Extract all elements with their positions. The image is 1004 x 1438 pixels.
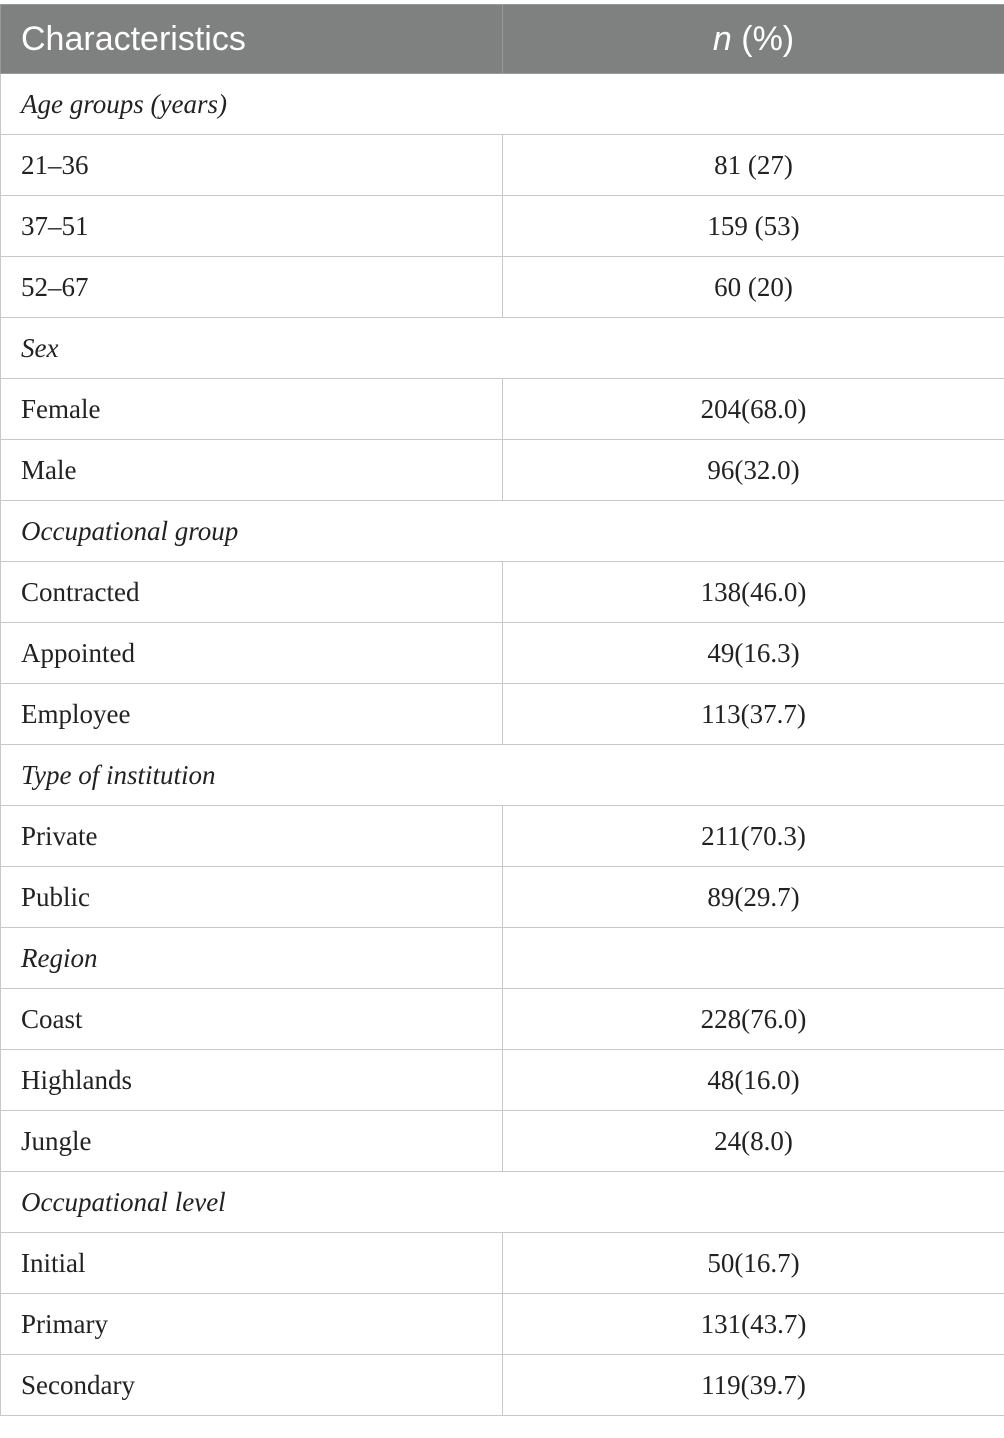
table-header-row — [1, 5, 1004, 74]
group-row — [1, 74, 1004, 135]
table-row — [1, 684, 1004, 745]
row-value: 89(29.7) — [503, 867, 1004, 928]
row-value: 211(70.3) — [503, 806, 1004, 867]
row-value: 159 (53) — [503, 196, 1004, 257]
row-label: Female — [1, 379, 503, 440]
table-row — [1, 562, 1004, 623]
table-row — [1, 806, 1004, 867]
group-row — [1, 501, 1004, 562]
table-row — [1, 1111, 1004, 1172]
row-label: Highlands — [1, 1050, 503, 1111]
row-value: 96(32.0) — [503, 440, 1004, 501]
row-value: 119(39.7) — [503, 1355, 1004, 1416]
table-row — [1, 867, 1004, 928]
group-title: Sex — [1, 318, 503, 379]
row-value: 60 (20) — [503, 257, 1004, 318]
table-row — [1, 1050, 1004, 1111]
row-label: Contracted — [1, 562, 503, 623]
row-value: 49(16.3) — [503, 623, 1004, 684]
table-row — [1, 257, 1004, 318]
row-label: Appointed — [1, 623, 503, 684]
characteristics-table — [0, 4, 1004, 1416]
row-value: 138(46.0) — [503, 562, 1004, 623]
row-label: Initial — [1, 1233, 503, 1294]
table-row — [1, 135, 1004, 196]
table-row — [1, 379, 1004, 440]
group-empty-cell — [503, 928, 1004, 989]
group-empty-cell — [503, 74, 1004, 135]
group-empty-cell — [503, 501, 1004, 562]
group-title: Age groups (years) — [1, 74, 503, 135]
table-row — [1, 1294, 1004, 1355]
table-row — [1, 196, 1004, 257]
table-row — [1, 1233, 1004, 1294]
row-value: 24(8.0) — [503, 1111, 1004, 1172]
row-value: 131(43.7) — [503, 1294, 1004, 1355]
row-label: Public — [1, 867, 503, 928]
group-title: Type of institution — [1, 745, 503, 806]
row-label: 52–67 — [1, 257, 503, 318]
table-row — [1, 1355, 1004, 1416]
row-label: Primary — [1, 1294, 503, 1355]
header-percent: (%) — [731, 19, 795, 58]
row-label: 21–36 — [1, 135, 503, 196]
header-n-percent — [503, 5, 1004, 74]
table-row — [1, 440, 1004, 501]
group-row — [1, 1172, 1004, 1233]
table-row — [1, 623, 1004, 684]
row-label: Secondary — [1, 1355, 503, 1416]
group-empty-cell — [503, 318, 1004, 379]
row-label: Employee — [1, 684, 503, 745]
group-title: Region — [1, 928, 503, 989]
group-row — [1, 318, 1004, 379]
row-label: Jungle — [1, 1111, 503, 1172]
row-value: 204(68.0) — [503, 379, 1004, 440]
group-row — [1, 928, 1004, 989]
row-label: Coast — [1, 989, 503, 1050]
group-row — [1, 745, 1004, 806]
row-value: 81 (27) — [503, 135, 1004, 196]
group-empty-cell — [503, 745, 1004, 806]
row-label: Male — [1, 440, 503, 501]
table-body — [1, 74, 1004, 1416]
group-title: Occupational level — [1, 1172, 503, 1233]
row-value: 228(76.0) — [503, 989, 1004, 1050]
row-label: 37–51 — [1, 196, 503, 257]
row-value: 48(16.0) — [503, 1050, 1004, 1111]
row-label: Private — [1, 806, 503, 867]
row-value: 113(37.7) — [503, 684, 1004, 745]
group-title: Occupational group — [1, 501, 503, 562]
group-empty-cell — [503, 1172, 1004, 1233]
header-n: n — [712, 19, 732, 58]
header-characteristics: Characteristics — [1, 5, 503, 74]
table-row — [1, 989, 1004, 1050]
row-value: 50(16.7) — [503, 1233, 1004, 1294]
